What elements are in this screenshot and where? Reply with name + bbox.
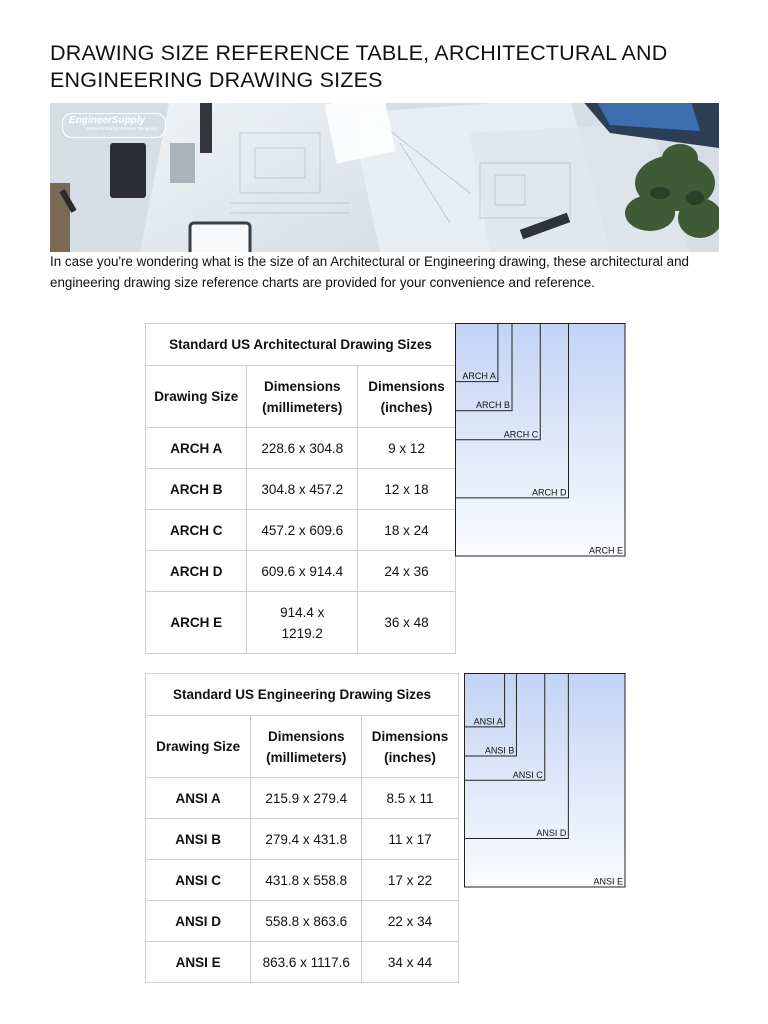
inch-cell: 34 x 44: [362, 942, 459, 983]
mm-cell: 431.8 x 558.8: [251, 860, 362, 901]
inch-cell: 9 x 12: [358, 428, 456, 469]
paper-size-label: ANSI A: [473, 716, 503, 727]
table-row: [146, 819, 459, 860]
mm-cell: 914.4 x 1219.2: [247, 592, 358, 654]
inch-cell: 12 x 18: [358, 469, 456, 510]
table-row: [146, 428, 456, 469]
paper-size-label: ARCH A: [462, 371, 496, 382]
column-header: Dimensions (millimeters): [251, 716, 362, 778]
ansi-size-diagram: [464, 673, 626, 889]
arch-size-table: [145, 323, 456, 654]
table-caption: Standard US Engineering Drawing Sizes: [146, 674, 459, 716]
column-header: Drawing Size: [146, 716, 251, 778]
mm-cell: 457.2 x 609.6: [247, 510, 358, 551]
paper-size-label: ANSI B: [484, 745, 515, 756]
column-header: Dimensions (millimeters): [247, 366, 358, 428]
brand-logo: EngineerSupply Better Products, Smarter Shopping: [62, 113, 166, 138]
table-row: [146, 592, 456, 654]
size-cell: ARCH D: [146, 551, 247, 592]
table-row: [146, 901, 459, 942]
inch-cell: 24 x 36: [358, 551, 456, 592]
inch-cell: 22 x 34: [362, 901, 459, 942]
paper-size-label: ANSI E: [593, 876, 623, 887]
table-row: [146, 942, 459, 983]
inch-cell: 8.5 x 11: [362, 778, 459, 819]
table-row: [146, 860, 459, 901]
paper-size-label: ARCH C: [503, 429, 539, 440]
arch-size-diagram: [455, 323, 626, 557]
page-title: DRAWING SIZE REFERENCE TABLE, ARCHITECTURAL AND ENGINEERING DRAWING SIZES: [50, 41, 668, 92]
size-cell: ARCH B: [146, 469, 247, 510]
size-cell: ANSI C: [146, 860, 251, 901]
table-row: [146, 469, 456, 510]
size-cell: ANSI B: [146, 819, 251, 860]
size-cell: ANSI E: [146, 942, 251, 983]
size-cell: ANSI A: [146, 778, 251, 819]
column-header: Drawing Size: [146, 366, 247, 428]
mm-cell: 215.9 x 279.4: [251, 778, 362, 819]
size-cell: ARCH A: [146, 428, 247, 469]
paper-size-label: ARCH E: [588, 545, 623, 556]
paper-size-label: ARCH B: [475, 400, 510, 411]
size-cell: ARCH C: [146, 510, 247, 551]
mm-cell: 558.8 x 863.6: [251, 901, 362, 942]
table-caption: Standard US Architectural Drawing Sizes: [146, 324, 456, 366]
column-header: Dimensions (inches): [358, 366, 456, 428]
intro-paragraph: In case you're wondering what is the size of an Architectural or Engineering drawing, these architectural and engineering drawing size reference charts are provided for your convenience and reference.: [50, 254, 689, 290]
table-row: [146, 778, 459, 819]
paper-size-label: ANSI C: [512, 769, 543, 780]
paper-size-label: ANSI D: [536, 827, 567, 838]
mm-cell: 863.6 x 1117.6: [251, 942, 362, 983]
inch-cell: 18 x 24: [358, 510, 456, 551]
size-cell: ANSI D: [146, 901, 251, 942]
paper-size-label: ARCH D: [531, 487, 567, 498]
mm-cell: 609.6 x 914.4: [247, 551, 358, 592]
header-banner-image: [50, 103, 719, 252]
table-row: [146, 551, 456, 592]
size-cell: ARCH E: [146, 592, 247, 654]
inch-cell: 11 x 17: [362, 819, 459, 860]
inch-cell: 17 x 22: [362, 860, 459, 901]
mm-cell: 304.8 x 457.2: [247, 469, 358, 510]
inch-cell: 36 x 48: [358, 592, 456, 654]
column-header: Dimensions (inches): [362, 716, 459, 778]
mm-cell: 228.6 x 304.8: [247, 428, 358, 469]
table-row: [146, 510, 456, 551]
ansi-size-table: [145, 673, 459, 983]
mm-cell: 279.4 x 431.8: [251, 819, 362, 860]
